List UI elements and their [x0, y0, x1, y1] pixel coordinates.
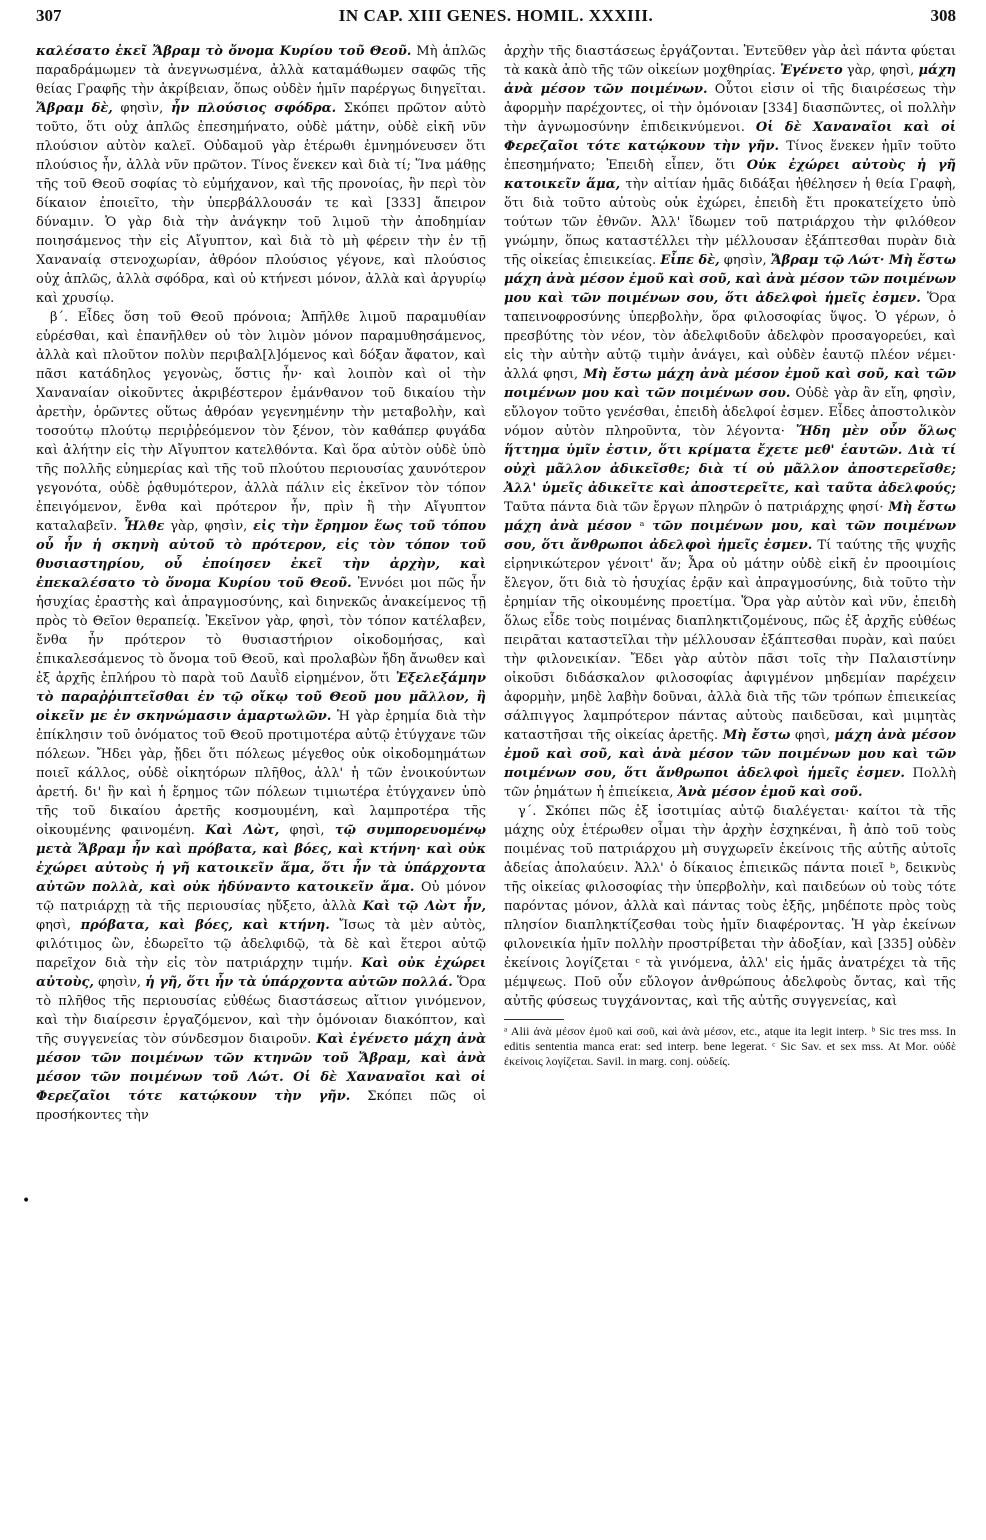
text-run: ἀρχὴν τῆς διαστάσεως ἐργάζονται. Ἐντεῦθεν γὰρ ἀεὶ πάντα φύεται τὰ κακὰ ἀπὸ τῆς τῶν οἰκείων μοχθηρίας.	[504, 44, 956, 78]
text-run: τὴν αἰτίαν ἡμᾶς διδάξαι ἠθέλησεν ἡ θεία Γραφὴ, ὅτι διὰ τοῦτο αὐτοὺς οὐκ ἐχώρει, ἐπειδὴ ἔτι προκατείχετο ὑπὸ τούτων τῶν ἐθνῶν. Ἀλλ' ἴδωμεν τοῦ πατριάρχου τὴν φιλόθεον γνώμην, ὅπως καταστέλλει τὴν μέλλουσαν ἐξάπτεσθαι πυρὰν διὰ τῆς οἰκείας ἐπιεικείας.	[504, 177, 956, 268]
margin-mark: •	[22, 1193, 31, 1209]
scripture-quote: εἰς τὴν ἔρημον ἕως τοῦ τόπου οὗ ἦν ἡ σκηνὴ αὐτοῦ τὸ πρότερον, εἰς τὸν τόπον τοῦ θυσιαστηρίου, οὗ ἐποίησεν ἐκεῖ τὴν ἀρχὴν, καὶ ἐπεκαλέσατο τὸ ὄνομα Κυρίου τοῦ Θεοῦ.	[36, 519, 486, 591]
text-run: Σκόπει πρῶτον αὐτὸ τοῦτο, ὅτι οὐχ ἁπλῶς ἐπεσημήνατο, οὐδὲ μάτην, οὐδὲ εἰκῆ νῦν πλούσιον αὐτὸν καλεῖ. Οὐδαμοῦ γὰρ ἑτέρωθι ἐμνημόνευσεν ὅτι πλούσιος ἦν, ἀλλὰ νῦν πρῶτον. Τίνος ἕνεκεν καὶ διὰ τί; Ἵνα μάθῃς τῆς τοῦ Θεοῦ σοφίας τὸ εὐμήχανον, καὶ τῆς προνοίας, ἣν περὶ τὸν δίκαιον ἐποιεῖτο, τὴν ὑπερβάλλουσάν τε καὶ [333] ἄπειρον δύναμιν. Ὁ γὰρ διὰ τὴν ἀνάγκην τοῦ λιμοῦ τὴν ἀποδημίαν ποιησάμενος τὴν εἰς Αἴγυπτον, καὶ διὰ τὸ μὴ φέρειν τὴν ἐν τῇ Χαναναίᾳ στενοχωρίαν, ἀθρόον πλούσιος γέγονε, καὶ πλούσιος οὐχ ἁπλῶς, ἀλλὰ σφόδρα, καὶ οὐ κτήνεσι μόνον, ἀλλὰ καὶ ἀργυρίῳ καὶ χρυσίῳ.	[36, 101, 487, 306]
page-number-left: 307	[36, 6, 62, 25]
paragraph	[504, 42, 956, 802]
text-run: φησὶν,	[93, 975, 146, 990]
footnote: ᵃ Alii ἀνὰ μέσον ἐμοῦ καὶ σοῦ, καὶ ἀνὰ μέσον, etc., atque ita legit interp. ᵇ Sic tres mss. In editis sententia manca erat: sed interp. bene legerat. ᶜ Sic Sav. et sex mss. At Mor. οὐδὲ ἐκείνοις λογίζεται. Savil. in marg. conj. οὐδείς.	[504, 1024, 956, 1068]
text-run: ᵃ	[631, 519, 653, 534]
scripture-quote: μάχη ἀνὰ μέσον ἐμοῦ καὶ σοῦ, καὶ ἀνὰ μέσον τῶν ποιμένων μου καὶ τῶν ποιμένων σου, ὅτι ἄνθρωποι ἀδελφοὶ ἡμεῖς ἐσμεν.	[504, 728, 957, 781]
scripture-quote: Ἤδη μὲν οὖν ὅλως ἥττημα ὑμῖν ἐστιν, ὅτι κρίματα ἔχετε μεθ' ἑαυτῶν. Διὰ τί οὐχὶ μᾶλλον ἀδικεῖσθε; διὰ τί οὐ μᾶλλον ἀποστερεῖσθε; Ἀλλ' ὑμεῖς ἀδικεῖτε καὶ ἀποστερεῖτε, καὶ ταῦτα ἀδελφούς;	[504, 424, 956, 496]
text-run: φησὶν,	[719, 253, 771, 268]
text-run: φησὶ,	[790, 728, 835, 743]
scripture-quote: Μὴ ἔστω μάχη ἀνὰ μέσον ἐμοῦ καὶ σοῦ, καὶ τῶν ποιμένων μου καὶ τῶν ποιμένων σου.	[504, 367, 957, 401]
running-title: IN CAP. XIII GENES. HOMIL. XXXIII.	[338, 6, 654, 25]
text-run: Μὴ ἁπλῶς παραδράμωμεν τὰ ἀνεγνωσμένα, ἀλλὰ καταμάθωμεν σαφῶς τῆς θείας Γραφῆς τὴν ἀκρίβειαν, ὅπως οὐδὲν ἡμῖν παρέργως διηγεῖται.	[36, 44, 486, 97]
scripture-quote: Εἶπε δὲ,	[660, 253, 720, 268]
text-run: Ἡ γὰρ ἐρημία διὰ τὴν ἐπίκλησιν τοῦ ὀνόματος τοῦ Θεοῦ προτιμοτέρα αὐτῷ ἐτύγχανε τῶν πόλεων. Ἤδει γὰρ, ᾔδει ὅτι πόλεως μέγεθος οὐκ οἰκοδομημάτων ποιεῖ κάλλος, οὐδὲ οἰκητόρων πλῆθος, ἀλλ' ἡ τῶν ἐνοικούντων ἀρετή. δι' ἣν καὶ ἡ ἔρημος τῶν πόλεων τιμιωτέρα ἐτύγχανεν ὑπὸ τῆς τοῦ δικαίου ἀρετῆς κοσμουμένη, καὶ λαμπροτέρα τῆς οἰκουμένης φαινομένη.	[36, 709, 486, 838]
scripture-quote: Ἦλθε	[123, 519, 165, 534]
scripture-quote: Καὶ οὐκ ἐχώρει αὐτοὺς,	[36, 956, 486, 990]
scripture-quote: Μὴ ἔστω	[722, 728, 791, 743]
text-run: φησὶ,	[279, 823, 335, 838]
footnote-rule	[504, 1019, 564, 1020]
paragraph	[504, 802, 956, 1011]
text-run: Τί ταύτης τῆς ψυχῆς εἰρηνικώτερον γένοιτ' ἄν; Ἆρα οὐ μάτην οὐδὲ εἰκῆ ἐν προοιμίοις ἔλεγον, ὅτι διὰ τὸ ἡσυχίας ἐρᾷν καὶ ἀπραγμοσύνης, διὰ τοῦτο τὴν ἐρημίαν τῆς οἰκουμένης προετίμα. Ὅρα γὰρ αὐτὸν καὶ νῦν, ἐπειδὴ ὅλως εἶδε τοὺς ποιμένας διαπληκτιζομένους, πῶς ἐξ ἀρχῆς εὐθέως πειρᾶται καταστεῖλαι τὴν μέλλουσαν ἐξάπτεσθαι πυρὰν, καὶ παύει τὴν φιλονεικίαν. Ἔδει γὰρ αὐτὸν πᾶσι τοῖς τὴν Παλαιστίνην οἰκοῦσι διδάσκαλον φιλοσοφίας ἀφιγμένον μηδεμίαν παρέχειν ἀφορμὴν, μηδὲ λαβὴν δοῦναι, ἀλλὰ διὰ τῆς τῶν τρόπων ἐπιεικείας σάλπιγγος λαμπρότερον πάντας αὐτοὺς παιδεῦσαι, καὶ μιμητὰς καταστῆσαι τῆς οἰκείας ἀρετῆς.	[504, 538, 956, 743]
text-run: φησὶν,	[112, 101, 171, 116]
scripture-quote: τῷ συμπορευομένῳ μετὰ Ἄβραμ ἦν καὶ πρόβατα, καὶ βόες, καὶ κτήνη· καὶ οὐκ ἐχώρει αὐτοὺς ἡ γῆ κατοικεῖν ἅμα, ὅτι ἦν τὰ ὑπάρχοντα αὐτῶν πολλὰ, καὶ οὐκ ἠδύναντο κατοικεῖν ἅμα.	[36, 823, 486, 895]
paragraph	[36, 308, 486, 1125]
left-column	[36, 42, 486, 1125]
text-run: Ἐννόει μοι πῶς ἦν ἡσυχίας ἐραστὴς καὶ ἀπραγμοσύνης, καὶ διηνεκῶς ἀνακείμενος τῇ πρὸς τὸ Θεῖον θεραπείᾳ. Ἐκεῖνον γὰρ, φησὶ, τὸν τόπον κατέλαβεν, ἔνθα ἦν πρότερον τὸ θυσιαστήριον οἰκοδομήσας, καὶ ἐπικαλεσάμενος τὸ ὄνομα τοῦ Θεοῦ, καὶ προλαβὼν ἤδη ἄνωθεν καὶ ἐξ ἀρχῆς ἐπλήρου τὸ παρὰ τοῦ Δαυῒδ εἰρημένον, ὅτι	[36, 576, 486, 686]
text-run: γ΄. Σκόπει πῶς ἐξ ἰσοτιμίας αὐτῷ διαλέγεται· καίτοι τὰ τῆς μάχης οὐχ ἑτέρωθεν οἶμαι τὴν ἀρχὴν ἐσχηκέναι, ἢ ἀπὸ τοῦ τοὺς ποιμένας τοῦ πατριάρχου μὴ συγχωρεῖν ἐκείνοις τῆς αὐτῆς αὐτοῖς ἀδείας ἀπολαύειν. Ἀλλ' ὁ δίκαιος ἐπιεικῶς πάντα ποιεῖ ᵇ, δεικνὺς τῆς οἰκείας φιλοσοφίας τὴν ὑπερβολὴν, καὶ παιδεύων οὐ τοὺς τότε παρόντας μόνον, ἀλλὰ καὶ πάντας τοὺς ἑξῆς, μηδέποτε πρὸς τοὺς πλησίον διαπληκτίζεσθαι τοὺς ἡμῖν διαφέροντας. Ἡ γὰρ ἐκείνων φιλονεικία ἡμῖν πολλὴν προστρίβεται τὴν ἀδοξίαν, καὶ [335] οὐδὲν ἐκείνοις λογίζεται ᶜ τὰ γινόμενα, ἀλλ' εἰς ἡμᾶς ἀνατρέχει τὰ τῆς μέμψεως. Ποῦ οὖν εὔλογον ἀνθρώπους ἀδελφοὺς ὄντας, καὶ τῆς αὐτῆς φύσεως τυγχάνοντας, καὶ τῆς αὐτῆς συγγενείας, καὶ	[504, 804, 956, 1009]
text-run: Ταῦτα πάντα διὰ τῶν ἔργων πληρῶν ὁ πατριάρχης φησί·	[504, 500, 889, 515]
text-run: γὰρ, φησὶ,	[842, 63, 919, 78]
footnotes	[504, 1024, 956, 1069]
text-run: Ὅρα τὸ πλῆθος τῆς περιουσίας εὐθέως διαστάσεως αἴτιον γινόμενον, καὶ τὴν διαίρεσιν ἐργαζόμενον, καὶ τὴν ὁμόνοιαν διακόπτον, καὶ τῆς συγγενείας τὸν σύνδεσμον διαιροῦν.	[36, 975, 486, 1047]
scripture-quote: Οἱ δὲ Χαναναῖοι καὶ οἱ Φερεζαῖοι τότε κατῴκουν τὴν γῆν.	[504, 120, 957, 154]
paragraph	[36, 42, 486, 308]
text-run: Ὅρα ταπεινοφροσύνης ὑπερβολὴν, ὅρα φιλοσοφίας ὕψος. Ὁ γέρων, ὁ πρεσβύτης τὸν νέον, τὸν ἀδελφιδοῦν ἀδελφὸν προσαγορεύει, καὶ εἰς τὴν αὐτὴν αὐτῷ τιμὴν ἀνάγει, καὶ οὐδὲν ἑαυτῷ πλέον νέμει· ἀλλά φησι,	[504, 291, 956, 382]
text-run: β΄. Εἶδες ὅση τοῦ Θεοῦ πρόνοια; Ἀπῆλθε λιμοῦ παραμυθίαν εὑρέσθαι, καὶ ἐπανῆλθεν οὐ τὸν λιμὸν μόνον παραμυθησάμενος, ἀλλὰ καὶ πλοῦτον πολὺν περιβαλ[λ]όμενος καὶ δόξαν ἄφατον, καὶ πᾶσι κατάδηλος γεγονὼς, ὅστις ἦν· καὶ λοιπὸν καὶ οἱ τὴν Χαναναίαν οἰκοῦντες ἀκριβέστερον ἐμάνθανον τοῦ δικαίου τὴν ἀρετὴν, ὁρῶντες οὕτως ἀθρόαν γεγενημένην τὴν μεταβολὴν, καὶ τοσούτῳ πλούτῳ περιῤῥεόμενον τὸν ξένον, τὸν καθάπερ φυγάδα καὶ ἀλήτην εἰς τὴν Αἴγυπτον κατελθόντα. Καὶ ὅρα αὐτὸν οὐδὲ ὑπὸ τῆς πολλῆς εὐημερίας καὶ τῆς τοῦ πλούτου περιουσίας χαυνότερον γεγονότα, οὐδὲ ῥᾳθυμότερον, ἀλλὰ πάλιν εἰς ἐκεῖνον τὸν τόπον ἐπειγόμενον, ἔνθα καὶ πρότερον ἦν, πρὶν ἢ τὴν Αἴγυπτον καταλαβεῖν.	[36, 310, 486, 534]
scripture-quote: ἦν πλούσιος σφόδρα.	[170, 101, 337, 116]
scripture-quote: καλέσατο ἐκεῖ Ἄβραμ τὸ ὄνομα Κυρίου τοῦ Θεοῦ.	[36, 44, 412, 59]
scripture-quote: Καὶ Λὼτ,	[205, 823, 280, 838]
scripture-quote: Ἐγένετο	[779, 63, 843, 78]
running-header	[36, 6, 956, 32]
page-number-right: 308	[930, 6, 956, 25]
text-run: Οὐ μόνον τῷ πατριάρχῃ τὰ τῆς περιουσίας ηὔξετο, ἀλλὰ	[36, 880, 487, 914]
right-column	[504, 42, 956, 1069]
scripture-quote: Οὐκ ἐχώρει αὐτοὺς ἡ γῆ κατοικεῖν ἅμα,	[504, 158, 956, 192]
scripture-quote: Ἀνὰ μέσον ἐμοῦ καὶ σοῦ.	[677, 785, 863, 800]
scripture-quote: Καὶ ἐγένετο μάχη ἀνὰ μέσον τῶν ποιμένων τῶν κτηνῶν τοῦ Ἄβραμ, καὶ ἀνὰ μέσον τῶν ποιμένων τοῦ Λώτ. Οἱ δὲ Χαναναῖοι καὶ οἱ Φερεζαῖοι τότε κατῴκουν τὴν γῆν.	[36, 1032, 486, 1104]
scripture-quote: Μὴ ἔστω μάχη ἀνὰ μέσον	[504, 500, 956, 534]
text-run: Τίνος ἕνεκεν ἡμῖν τοῦτο ἐπεσημήνατο; Ἐπειδὴ εἶπεν, ὅτι	[504, 139, 956, 173]
scripture-quote: Ἐξελεξάμην τὸ παραῤῥιπτεῖσθαι ἐν τῷ οἴκῳ τοῦ Θεοῦ μου μᾶλλον, ἢ οἰκεῖν με ἐν σκηνώμασιν ἁμαρτωλῶν.	[36, 671, 486, 724]
scripture-quote: ἡ γῆ, ὅτι ἦν τὰ ὑπάρχοντα αὐτῶν πολλά.	[145, 975, 453, 990]
scripture-quote: Ἄβραμ τῷ Λώτ· Μὴ ἔστω μάχη ἀνὰ μέσον ἐμοῦ καὶ σοῦ, καὶ ἀνὰ μέσον τῶν ποιμένων μου καὶ τῶν ποιμένων σου, ὅτι ἀδελφοὶ ἡμεῖς ἐσμεν.	[504, 253, 956, 306]
scripture-quote: τῶν ποιμένων μου, καὶ τῶν ποιμένων σου, ὅτι ἄνθρωποι ἀδελφοὶ ἡμεῖς ἐσμεν.	[504, 519, 956, 553]
text-run: φησὶ,	[36, 918, 81, 933]
text-run: Σκόπει πῶς οἱ προσήκοντες τὴν	[36, 1089, 487, 1123]
scripture-quote: Ἄβραμ δὲ,	[36, 101, 113, 116]
text-run: Οὐδὲ γὰρ ἂν εἴη, φησὶν, εὔλογον τοῦτο γενέσθαι, ἐπειδὴ ἀδελφοί ἐσμεν. Εἶδες ἀποστολικὸν νόμον αὐτὸν πληροῦντα, τὸν λέγοντα·	[504, 386, 956, 439]
text-run: γὰρ, φησὶν,	[164, 519, 254, 534]
text-run: Ἴσως τὰ μὲν αὐτὸς, φιλότιμος ὢν, ἐδωρεῖτο τῷ ἀδελφιδῷ, τὰ δὲ καὶ ἕτεροι αὐτῷ παρεῖχον διὰ τὴν εἰς τὸν πατριάρχην τιμήν.	[36, 918, 487, 971]
text-run: Πολλὴ τῶν ῥημάτων ἡ ἐπιείκεια,	[504, 766, 956, 800]
text-run: Οὗτοι εἰσιν οἱ τῆς διαιρέσεως τὴν ἀφορμὴν παρέχοντες, οἱ τὴν ὁμόνοιαν [334] διασπῶντες, οἱ πολλὴν τὴν ἀγνωμοσύνην ἐπιδεικνύμενοι.	[504, 82, 956, 135]
scripture-quote: πρόβατα, καὶ βόες, καὶ κτήνη.	[80, 918, 330, 933]
scripture-quote: Καὶ τῷ Λὼτ ἦν,	[362, 899, 486, 914]
scripture-quote: μάχη ἀνὰ μέσον τῶν ποιμένων.	[504, 63, 956, 97]
